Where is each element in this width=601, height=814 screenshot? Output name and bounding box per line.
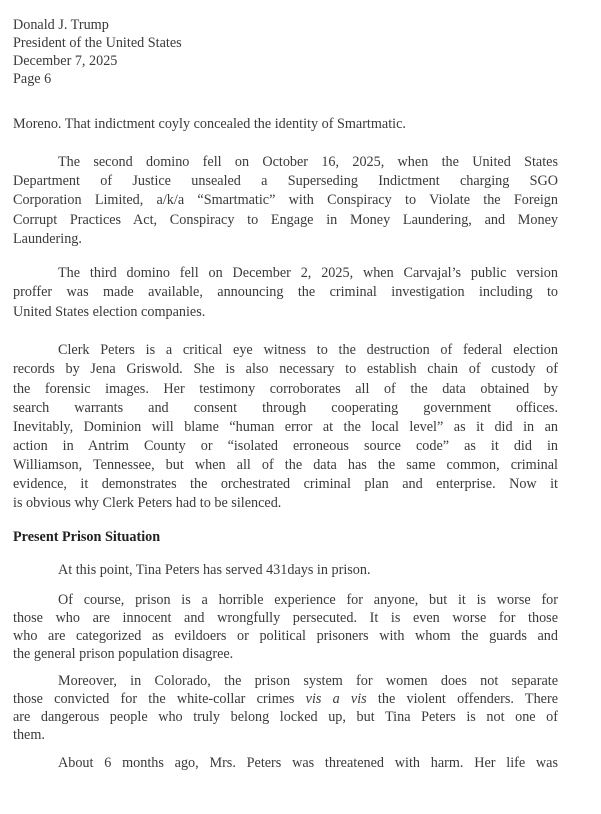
paragraph-line: About 6 months ago, Mrs. Peters was threatened with harm. Her life was xyxy=(58,755,558,771)
paragraph-line: Inevitably, Dominion will blame “human error at the local level” as it did in an xyxy=(13,419,558,435)
paragraph-line: Of course, prison is a horrible experience for anyone, but it is worse for xyxy=(58,592,558,608)
paragraph-line: search warrants and consent through cooperating government offices. xyxy=(13,400,558,416)
paragraph-line: the forensic images. Her testimony corroborates all of the data obtained by xyxy=(13,381,558,397)
paragraph-line: Moreno. That indictment coyly concealed the identity of Smartmatic. xyxy=(13,116,406,132)
paragraph-line: At this point, Tina Peters has served 431days in prison. xyxy=(58,562,371,578)
paragraph-line: is obvious why Clerk Peters had to be silenced. xyxy=(13,495,282,511)
letter-header-line: December 7, 2025 xyxy=(13,53,118,69)
paragraph-line: The second domino fell on October 16, 2025, when the United States xyxy=(58,154,558,170)
paragraph-line: Clerk Peters is a critical eye witness to the destruction of federal election xyxy=(58,342,558,358)
paragraph-line: Corrupt Practices Act, Conspiracy to Engage in Money Laundering, and Money xyxy=(13,212,558,228)
letter-header-line: Donald J. Trump xyxy=(13,17,109,33)
letter-header-line: President of the United States xyxy=(13,35,182,51)
paragraph-line: Corporation Limited, a/k/a “Smartmatic” with Conspiracy to Violate the Foreign xyxy=(13,192,558,208)
paragraph-line xyxy=(13,690,558,708)
paragraph-line: Moreover, in Colorado, the prison system for women does not separate xyxy=(58,673,558,689)
paragraph-line: are dangerous people who truly belong locked up, but Tina Peters is not one of xyxy=(13,709,558,725)
text-segment: the violent offenders. There xyxy=(366,691,558,707)
paragraph-line: those who are innocent and wrongfully persecuted. It is even worse for those xyxy=(13,610,558,626)
paragraph-line: proffer was made available, announcing the criminal investigation including to xyxy=(13,284,558,300)
paragraph-line: The third domino fell on December 2, 2025, when Carvajal’s public version xyxy=(58,265,558,281)
paragraph-line: Laundering. xyxy=(13,231,82,247)
paragraph-line: Department of Justice unsealed a Superseding Indictment charging SGO xyxy=(13,173,558,189)
paragraph-line: action in Antrim County or “isolated erroneous source code” as it did in xyxy=(13,438,558,454)
paragraph-line: Williamson, Tennessee, but when all of the data has the same common, criminal xyxy=(13,457,558,473)
paragraph-line: records by Jena Griswold. She is also necessary to establish chain of custody of xyxy=(13,361,558,377)
paragraph-line: the general prison population disagree. xyxy=(13,646,234,662)
paragraph-line: evidence, it demonstrates the orchestrated criminal plan and enterprise. Now it xyxy=(13,476,558,492)
text-segment: those convicted for the white-collar crimes xyxy=(13,691,306,707)
paragraph-line: who are categorized as evildoers or political prisoners with whom the guards and xyxy=(13,628,558,644)
paragraph-line: them. xyxy=(13,727,45,743)
letter-header-line: Page 6 xyxy=(13,71,52,87)
section-heading: Present Prison Situation xyxy=(13,529,161,545)
italic-phrase: vis a vis xyxy=(305,691,367,707)
paragraph-line: United States election companies. xyxy=(13,304,206,320)
